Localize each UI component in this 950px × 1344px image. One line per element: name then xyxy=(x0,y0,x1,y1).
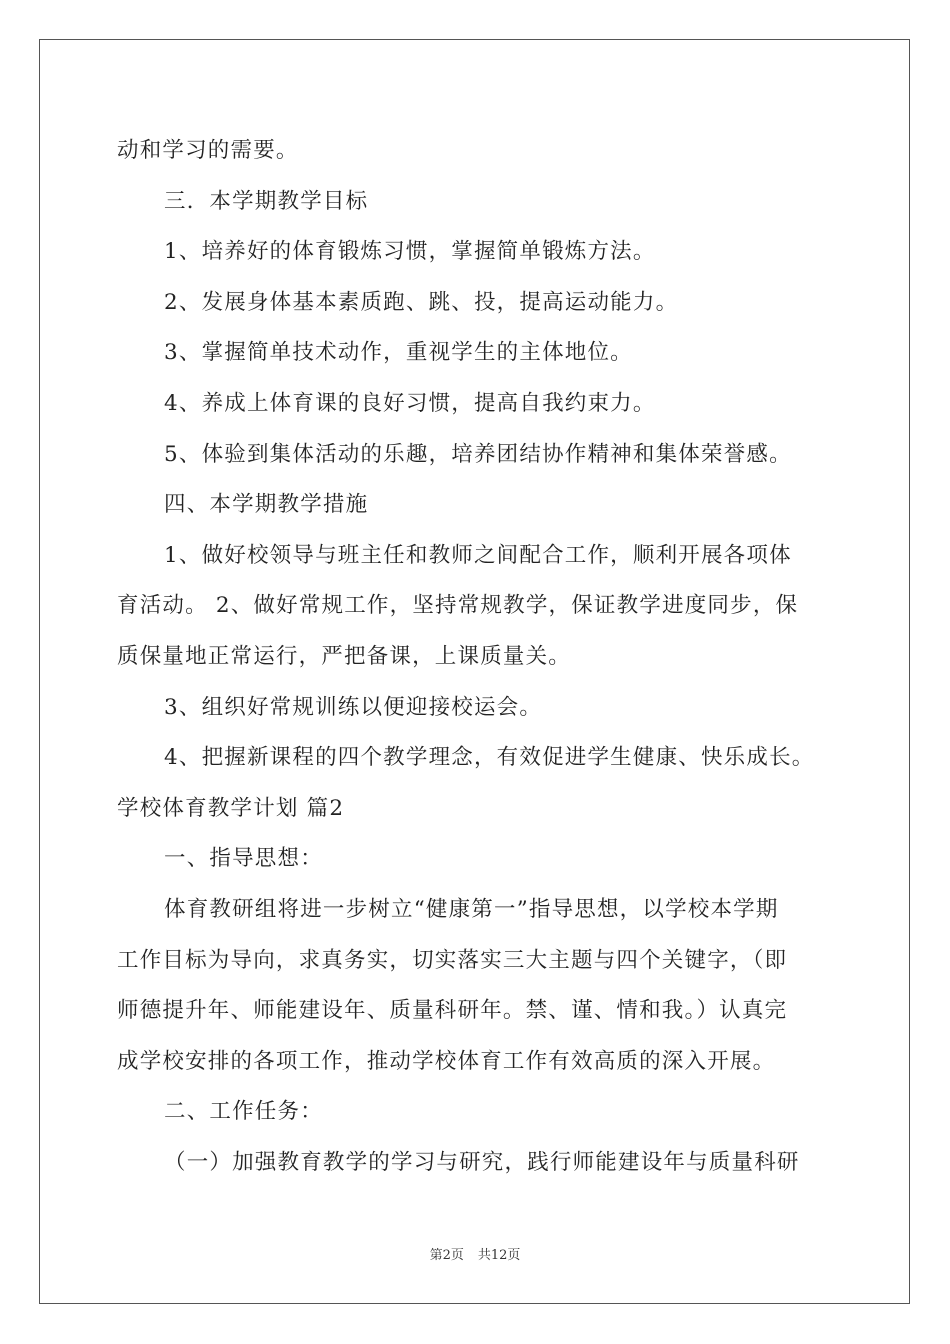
text-line: 动和学习的需要。 xyxy=(117,138,299,163)
text-line: 师德提升年、师能建设年、质量科研年。禁、谨、情和我。）认真完 xyxy=(117,998,788,1024)
page-number: 第2页 xyxy=(429,1248,464,1263)
text-line: 育活动。 2、做好常规工作，坚持常规教学，保证教学进度同步，保 xyxy=(117,593,799,619)
text-line: 2、发展身体基本素质跑、跳、投，提高运动能力。 xyxy=(164,289,679,315)
text-line: 成学校安排的各项工作，推动学校体育工作有效高质的深入开展。 xyxy=(117,1048,776,1074)
text-line: 体育教研组将进一步树立“健康第一”指导思想，以学校本学期 xyxy=(164,896,779,922)
text-line: 工作目标为导向，求真务实，切实落实三大主题与四个关键字，（即 xyxy=(117,947,788,973)
text-line: 3、组织好常规训练以便迎接校运会。 xyxy=(164,694,543,720)
document-body xyxy=(117,126,833,1188)
text-line: 5、体验到集体活动的乐趣，培养团结协作精神和集体荣誉感。 xyxy=(164,441,792,467)
text-line: 一、指导思想： xyxy=(164,846,323,872)
text-line: （一）加强教育教学的学习与研究，践行师能建设年与质量科研 xyxy=(164,1149,800,1175)
page-total: 共12页 xyxy=(477,1248,521,1263)
text-line: 4、养成上体育课的良好习惯，提高自我约束力。 xyxy=(164,390,656,416)
page-footer xyxy=(0,1246,950,1266)
text-line: 质保量地正常运行，严把备课，上课质量关。 xyxy=(117,643,572,669)
text-line: 三．本学期教学目标 xyxy=(164,188,369,214)
text-line: 二、工作任务： xyxy=(164,1099,323,1125)
section-heading: 学校体育教学计划 篇2 xyxy=(117,795,345,821)
text-line: 四、本学期教学措施 xyxy=(164,492,369,518)
text-line: 1、做好校领导与班主任和教师之间配合工作，顺利开展各项体 xyxy=(164,542,792,568)
text-line: 4、把握新课程的四个教学理念，有效促进学生健康、快乐成长。 xyxy=(164,745,815,771)
text-line: 3、掌握简单技术动作，重视学生的主体地位。 xyxy=(164,340,633,366)
text-line: 1、培养好的体育锻炼习惯，掌握简单锻炼方法。 xyxy=(164,239,656,265)
